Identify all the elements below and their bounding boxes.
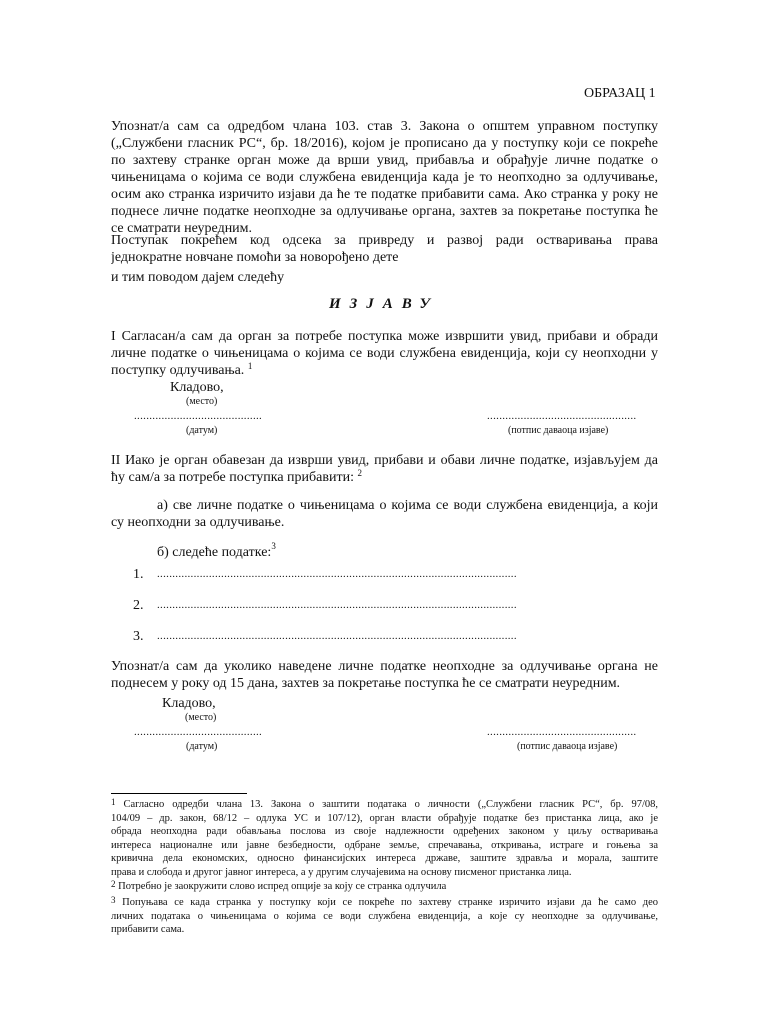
option-b-label: б) следеће податке: [157,545,272,560]
section1-line: I Сагласан/а сам да орган за потребе поступка може извршити увид, прибави и обради [111,329,658,344]
date-label: (датум) [186,741,218,752]
and-line: и тим поводом дајем следећу [111,270,285,285]
date-label: (датум) [186,425,218,436]
date-line: .......................................... [134,726,263,738]
section2-paragraph [111,452,658,486]
footnote-line: личних података о чињеницама о којима се води службена евиденција, а које су неопходне за одлучивање, [111,910,658,922]
intro-line: („Службени гласник РС“, бр. 18/2016), којом је прописано да у поступку који се покреће [111,136,658,151]
signature-line: ................................................. [487,410,637,422]
footnote-line: Попуњава се када странка у поступку који се покреће по захтеву странке изричито изјави да ће само део [122,897,658,908]
date-line: .......................................... [134,410,263,422]
footnote-ref: 2 [357,469,362,478]
item-number: 2. [133,598,144,613]
document-title: ИЗЈАВУ [329,296,439,312]
item-dots[interactable]: ...................................................................................................................... [157,630,517,642]
footnote-line: обрада неопходна ради обављања послова из своје надлежности одређених законом у циљу остваривања [111,826,658,837]
option-a [111,497,658,531]
place-label: (место) [186,396,218,407]
place-value: Кладово, [162,696,216,711]
section1-paragraph [111,328,658,379]
footnote-number: 1 [111,798,116,807]
signature-label: (потпис даваоца изјаве) [508,425,609,436]
intro-line: по захтеву странке орган може да врши увид, прибавља и обрађује личне податке о [111,153,658,168]
item-number: 3. [133,629,144,644]
intro-line: се сматрати неуредним. [111,221,253,236]
closing-line: Упознат/а сам да уколико наведене личне податке неопходне за одлучивање органа не [111,659,658,674]
footnote-line: Сагласно одредби члана 13. Закона о заштити података о личности („Службени гласник РС“, бр. 97/08, [123,799,658,810]
section2-line: II Иако је орган обавезан да изврши увид, прибави и обави личне податке, изјављујем да [111,453,658,468]
item-dots[interactable]: ...................................................................................................................... [157,568,517,580]
footnote-line: права и слобода и другог јавног интереса, а у другим случајевима на основу писменог пристанка лица. [111,866,572,878]
intro-line: осим ако странка изричито изјави да ће те податке прибавити сама. Ако странка у року не [111,187,658,202]
option-b [157,541,276,561]
section1-line: личне податке о чињеницама о којима се води службена евиденција, који су неопходни у [111,346,658,361]
footnote-line: 104/09 – др. закон, 68/12 – одлука УС и 107/12), орган власти обрађује податке без пристанка лица, ако је [111,812,658,824]
intro-paragraph [111,118,658,237]
section1-line: поступку одлучивања. [111,363,245,378]
procedure-line: Поступак покрећем код одсека за привреду и развој ради остваривања права [111,233,658,248]
footnote-2 [111,880,658,894]
footnote-number: 2 [111,880,116,889]
item-dots[interactable]: ...................................................................................................................... [157,599,517,611]
item-number: 1. [133,567,144,582]
procedure-paragraph [111,232,658,266]
option-a-line: а) све личне податке о чињеницама о којима се води службена евиденција, а који [157,498,658,513]
procedure-line: једнократне новчане помоћи за новорођено дете [111,250,399,265]
footnote-line: кривична дела економских, односно финансијских интереса државе, заштите здравља и морала, заштите [111,853,658,864]
footnote-ref: 3 [271,541,276,551]
section2-line: ћу сам/а за потребе поступка прибавити: [111,470,354,485]
closing-line: поднесем у року од 15 дана, захтев за покретање поступка ће се сматрати неуредним. [111,676,621,691]
footnote-1 [111,798,658,879]
option-a-line: су неопходни за одлучивање. [111,515,285,530]
place-label: (место) [185,712,217,723]
intro-line: Упознат/а сам са одредбом члана 103. став 3. Закона о општем управном поступку [111,119,658,134]
form-number: ОБРАЗАЦ 1 [584,86,656,101]
footnote-divider [111,793,247,794]
footnote-line: прибавити сама. [111,924,185,935]
footnote-line: Потребно је заокружити слово испред опције за коју се странка одлучила [118,881,447,892]
intro-line: чињеницама о којима се води службена евиденција када је то неопходно за одлучивање, [111,170,658,185]
intro-line: поднесе личне податке неопходне за одлучивање органа, захтев за покретање поступка ће [111,204,658,219]
place-value: Кладово, [170,380,224,395]
footnote-number: 3 [111,896,116,905]
closing-paragraph [111,658,658,692]
footnote-line: интереса националне или јавне безбедности, одбране земље, спречавања, откривања, истраге и гоњења за [111,839,658,851]
signature-line: ................................................. [487,726,637,738]
footnote-3 [111,896,658,937]
footnote-ref: 1 [247,362,253,371]
signature-label: (потпис даваоца изјаве) [517,741,618,752]
